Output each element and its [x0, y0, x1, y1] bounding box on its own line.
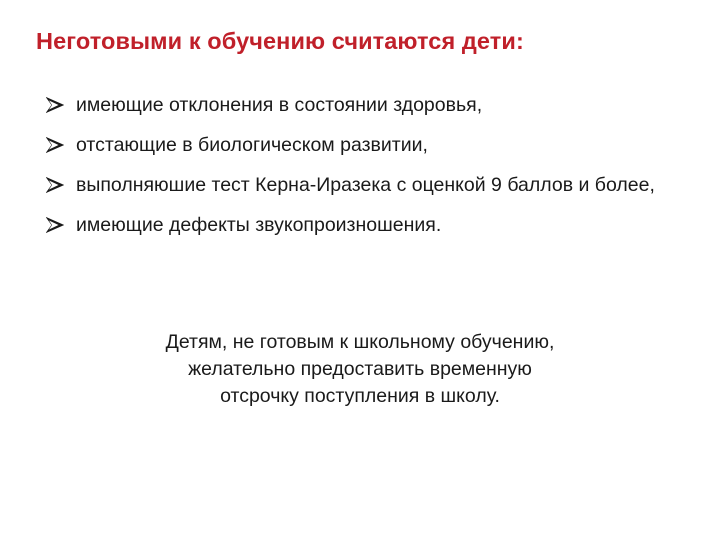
arrowhead-bullet-icon	[46, 97, 64, 113]
arrowhead-bullet-icon	[46, 217, 64, 233]
arrowhead-bullet-icon	[46, 137, 64, 153]
arrowhead-bullet-icon	[46, 177, 64, 193]
bullet-text: имеющие отклонения в состоянии здоровья,	[76, 94, 483, 116]
bullet-item	[46, 172, 686, 198]
recommendation-paragraph	[60, 329, 660, 410]
bullet-item	[46, 212, 686, 238]
bullet-item	[46, 92, 686, 118]
bullet-item	[46, 132, 686, 158]
bullet-text: отстающие в биологическом развитии,	[76, 134, 428, 156]
recommendation-line: Детям, не готовым к школьному обучению,	[165, 331, 555, 353]
bullet-text: выполняюшие тест Керна-Иразека с оценкой 9 баллов и более,	[76, 174, 655, 196]
recommendation-line: желательно предоставить временную	[188, 358, 532, 380]
bullet-list	[46, 92, 686, 252]
slide-title: Неготовыми к обучению считаются дети:	[36, 28, 524, 54]
bullet-text: имеющие дефекты звукопроизношения.	[76, 214, 442, 236]
recommendation-line: отсрочку поступления в школу.	[220, 385, 500, 407]
